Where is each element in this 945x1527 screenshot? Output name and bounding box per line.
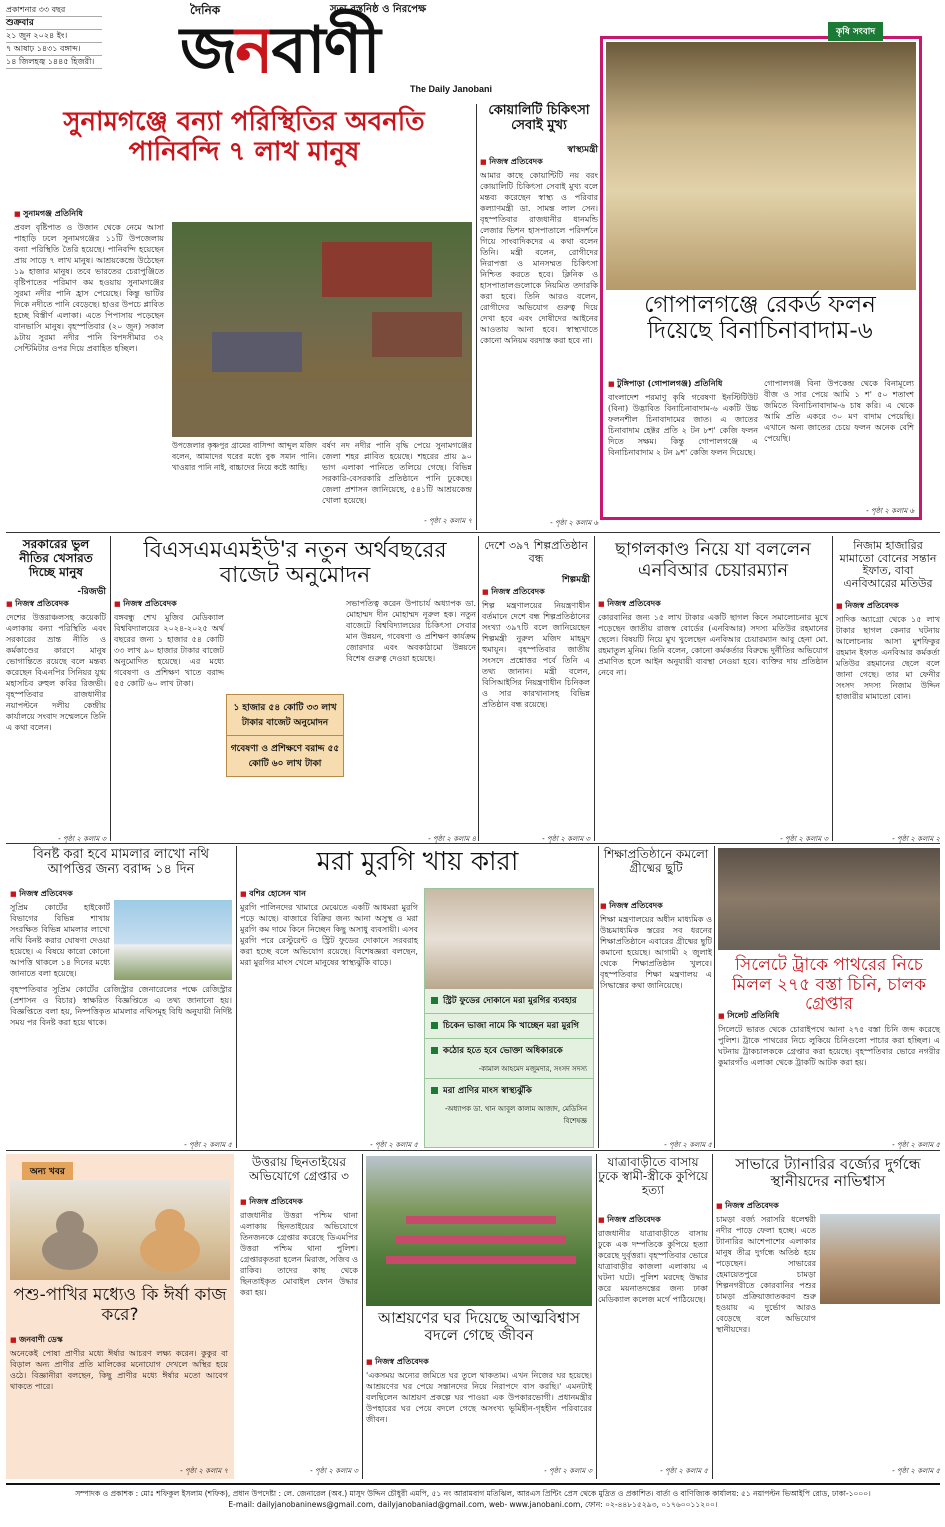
- jatrabari-continued[interactable]: - পৃষ্ঠা ২ কলাম ৫: [660, 1467, 708, 1475]
- policy-subhead: -রিজভী: [77, 587, 106, 597]
- factory-subhead: শিল্পমন্ত্রী: [561, 575, 590, 585]
- lead-photo-caption: উপজেলার কৃষ্ণপুর গ্রামের বাসিন্দা আব্দুল মজিদ বলেন, আমাদের ঘরের মধ্যে বুক সমান পানি। খাওয়ার পানি নাই, বাচ্চাদের নিয়ে কষ্টে আছি।: [172, 441, 317, 472]
- tannery-continued[interactable]: - পৃষ্ঠা ২ কলাম ৫: [892, 1467, 940, 1475]
- lead-byline: ■ সুনামগঞ্জ প্রতিনিধি: [14, 208, 164, 221]
- files-headline-line-1: বিনষ্ট করা হবে মামলার লাখো নথি: [32, 847, 210, 862]
- budget-headline-line-1: বিএসএমএমইউ'র নতুন অর্থবছরের: [143, 538, 447, 563]
- logo-part-2: ন: [235, 14, 272, 88]
- footer-line-1: সম্পাদক ও প্রকাশক : মোঃ শফিকুল ইসলাম (শফিক), প্রধান উপদেষ্টা : লে. জেনারেল (অব.) মাসুদ উদ্দিন চৌধুরী এমপি, ৫১ নং আরামবাগ মতিঝিল, আরএস প্রিন্টিং প্রেস থেকে মুদ্রিত ও প্রকাশিত। বার্তা ও বাণিজ্যিক কার্যালয়: ৫১ নয়াপল্টন ভিআইপি রোড, ঢাকা-১০০০।: [75, 1489, 871, 1498]
- footer-line-2[interactable]: E-mail: dailyjanobaninews@gmail.com, dailyjanobaniad@gmail.com, web- www.janobani.com, ফোন: ০২-৪৪৮১৫২৯৩, ০১৭৬০০১১২০০।: [228, 1500, 718, 1509]
- agri-body-left: বাংলাদেশ পরমাণু কৃষি গবেষণা ইনস্টিটিউট (বিনা) উদ্ভাবিত বিনাচিনাবাদাম-৬ একটি উচ্চ ফলনশীল চিনাবাদামের জাত। এ জাতের চিনাবাদাম হেক্টর প্রতি ২ টন ৮শ' কেজি ফলন দিতে সক্ষম। কিন্তু গোপালগঞ্জে এ বিনাচিনাবাদাম ২ টন ৯শ' কেজি ফলন দিয়েছে।: [608, 393, 758, 457]
- budget-highlight-2: গবেষণা ও প্রশিক্ষণে বরাদ্দ ৫৫ কোটি ৬০ লাখ টাকা: [230, 744, 340, 769]
- policy-body: দেশের উত্তরাঞ্চলসহ কয়েকটি এলাকায় বন্যা পরিস্থিতি এবং সরকারের ভ্রান্ত নীতি ও কর্মকাণ্ডের কারণে মানুষ ভোগান্তিতে রয়েছে বলে মন্তব্য করেছেন বিএনপির সিনিয়র যুগ্ম মহাসচিব রুহুল কবির রিজভী। বৃহস্পতিবার রাজধানীর নয়াপল্টনে দলীয় কেন্দ্রীয় কার্যালয়ে সংবাদ সম্মেলনে তিনি এ কথা বলেন।: [6, 613, 106, 732]
- logo-part-3: বাণী: [271, 14, 379, 88]
- factory-headline[interactable]: দেশে ৩৯৭ শিল্পপ্রতিষ্ঠান বন্ধ: [484, 539, 588, 565]
- dead-chicken-photo: [425, 889, 593, 989]
- sugar-headline[interactable]: সিলেটে ট্রাকে পাথরের নিচে মিলল ২৭৫ বস্তা চিনি, চালক গ্রেপ্তার: [731, 955, 927, 1015]
- nizam-byline: ■ নিজস্ব প্রতিবেদক: [836, 600, 940, 613]
- agri-byline: ■ টুঙ্গিপাড়া (গোপালগঞ্জ) প্রতিনিধি: [608, 378, 808, 391]
- daily-label: দৈনিক: [190, 3, 221, 17]
- policy-byline: ■ নিজস্ব প্রতিবেদক: [6, 598, 106, 611]
- tannery-headline-line-2: স্থানীয়দের নাভিশ্বাস: [770, 1172, 886, 1191]
- shelter-continued[interactable]: - পৃষ্ঠা ২ কলাম ৩: [544, 1467, 592, 1475]
- other-news-tag: অন্য খবর: [22, 1162, 73, 1181]
- uttara-byline: ■ নিজস্ব প্রতিবেদক: [240, 1196, 358, 1209]
- goat-headline-line-2: এনবিআর চেয়ারম্যান: [637, 559, 789, 581]
- publication-years: প্রকাশনার ৩৩ বছর: [6, 4, 102, 17]
- flood-photo-illustration: [172, 222, 472, 437]
- sugar-continued[interactable]: - পৃষ্ঠা ২ কলাম ৫: [892, 1141, 940, 1149]
- budget-body-1: বঙ্গবন্ধু শেখ মুজিব মেডিক্যাল বিশ্ববিদ্যালয়ের ২০২৪-২০২৫ অর্থ বছরের জন্য ১ হাজার ৫৪ কোটি ৩৩ লাখ ৯০ হাজার টাকার বাজেট অনুমোদিত হয়েছে। এর মধ্যে গবেষণা ও প্রশিক্ষণ খাতে বরাদ্দ ৫৫ কোটি ৬০ লাখ টাকা।: [114, 613, 224, 688]
- factory-byline: ■ নিজস্ব প্রতিবেদক: [482, 586, 590, 599]
- logo-part-1: জ: [180, 14, 236, 88]
- shelter-headline[interactable]: [366, 1310, 592, 1345]
- uttara-continued[interactable]: - পৃষ্ঠা ২ কলাম ৩: [310, 1467, 358, 1475]
- uttara-body: রাজধানীর উত্তরা পশ্চিম থানা এলাকায় ছিনতাইয়ের অভিযোগে তিনজনকে গ্রেপ্তার করেছে ডিএমপির উত্তরা পশ্চিম থানা পুলিশ। গ্রেপ্তারকৃতরা হলেন মিরাজ, সজিব ও রাকিব। তাদের কাছ থেকে ছিনতাইকৃত মোবাইল ফোন উদ্ধার করা হয়।: [240, 1211, 358, 1297]
- health-continued[interactable]: - পৃষ্ঠা ২ কলাম ৬: [550, 519, 598, 527]
- shelter-byline: ■ নিজস্ব প্রতিবেদক: [366, 1356, 592, 1369]
- chicken-quote-2: -অধ্যাপক ডা. খান আবুল কালাম আজাদ, মেডিসিন বিশেষজ্ঞ: [444, 1105, 587, 1125]
- tannery-byline: ■ নিজস্ব প্রতিবেদক: [716, 1200, 866, 1213]
- goat-continued[interactable]: - পৃষ্ঠা ২ কলাম ৩: [780, 835, 828, 843]
- truck-stone-photo: [718, 848, 940, 950]
- nizam-body: সাদিক অ্যাগ্রো থেকে ১৫ লাখ টাকার ছাগল কেনার ঘটনায় আলোচনায় আসা মুশফিকুর রহমান ইফাত এনবিআর কর্মকর্তা মতিউর রহমানের ছেলে বলে জানা গেছে। তার মা ফেনীর সংসদ সদস্য নিজাম উদ্দিন হাজারীর মামাতো বোন।: [836, 615, 940, 701]
- budget-continued[interactable]: - পৃষ্ঠা ২ কলাম ৪: [428, 835, 476, 843]
- shelter-aerial-photo: [366, 1156, 592, 1306]
- chicken-bullet-1: স্ট্রিট ফুডের দোকানে মরা মুরগির ব্যবহার: [425, 989, 593, 1014]
- leave-byline: ■ নিজস্ব প্রতিবেদক: [600, 900, 712, 913]
- lead-body-1: প্রবল বৃষ্টিপাত ও উজান থেকে নেমে আসা পাহাড়ি ঢলে সুনামগঞ্জের ১১টি উপজেলায় বন্যা পরিস্থিতি তৈরি হয়েছে। পানিবন্দি হয়েছেন প্রায় সাড়ে ৭ লাখ মানুষ। আশ্রয়কেন্দ্রে উঠেছেন ১৯ হাজার মানুষ। তবে ভারতের চেরাপুঞ্জিতে বৃষ্টিপাতের পরিমাণ কম হওয়ায় সুনামগঞ্জের সুরমা নদীর পানি হ্রাস পেয়েছে। কিন্তু ভাটির দিকে নদীতে পানি বেড়েছে। হাওর উপচে প্লাবিত হচ্ছে বিস্তীর্ণ এলাকা। এতে পিপাসায় পড়েছেন বানভাসি মানুষ। বৃহস্পতিবার (২০ জুন) সকাল ৯টায় সুরমা নদীর পানি বিপদসীমার ৩২ সেন্টিমিটার ওপর দিয়ে প্রবাহিত হচ্ছিল।: [14, 223, 164, 353]
- lead-headline-line-1: সুনামগঞ্জে বন্যা পরিস্থিতির অবনতি: [63, 107, 425, 137]
- other-news-byline: ■ জনবাণী ডেস্ক: [10, 1334, 160, 1347]
- uttara-headline[interactable]: উত্তরায় ছিনতাইয়ের অভিযোগে গ্রেপ্তার ৩: [249, 1155, 349, 1183]
- chicken-bullet-3: কঠোর হতে হবে ভোক্তা অধিকারকে: [425, 1039, 593, 1063]
- policy-continued[interactable]: - পৃষ্ঠা ২ কলাম ৩: [58, 835, 106, 843]
- sugar-body: সিলেটে ভারত থেকে চোরাইপথে আনা ২৭৫ বস্তা চিনি জব্দ করেছে পুলিশ। ট্রাকে পাথরের নিচে লুকিয়ে চিনিগুলো পাচার করা হচ্ছিল। এ ঘটনায় ট্রাকচালককে গ্রেপ্তার করা হয়েছে। বৃহস্পতিবার ভোরে নগরীর কুমারগাঁও এলাকা থেকে ট্রাকটি আটক করা হয়।: [718, 1025, 940, 1067]
- chicken-quote-1: -কামাল আহমেদ মজুমদার, সংসদ সদস্য: [425, 1063, 593, 1079]
- leave-continued[interactable]: - পৃষ্ঠা ২ কলাম ৫: [664, 1141, 712, 1149]
- files-headline[interactable]: [10, 848, 232, 878]
- nizam-continued[interactable]: - পৃষ্ঠা ২ কলাম ২: [892, 835, 940, 843]
- lead-flood-photo: [172, 222, 472, 437]
- cats-photo: [10, 1180, 230, 1280]
- shelter-body: 'একসময় অন্যের জমিতে ঘর তুলে থাকতাম। এখন নিজের ঘর হয়েছে। আশ্রয়ণের ঘর পেয়ে সন্তানদের নিয়ে নিরাপদে বাস করছি।' এমনটাই বলছিলেন আশ্রয়ণ প্রকল্পে ঘর পাওয়া এক উপকারভোগী। প্রধানমন্ত্রীর উপহারের ঘর পেয়ে বদলে গেছে অসংখ্য ভূমিহীন-গৃহহীন পরিবারের জীবন।: [366, 1371, 592, 1424]
- agri-continued[interactable]: - পৃষ্ঠা ২ কলাম ৬: [866, 507, 914, 515]
- chicken-body: মুরগি পালিনদের খামারে মেঝেতে একটি আধমরা মুরগি পড়ে আছে। বাজারে বিক্রির জন্য আনা অসুস্থ ও মরা মুরগি কম দামে কিনে নিচ্ছেন কিছু অসাধু ব্যবসায়ী। এসব মুরগি পরে রেস্টুরেন্ট ও স্ট্রিট ফুডের দোকানে সরবরাহ করা হচ্ছে বলে অভিযোগ রয়েছে। বিশেষজ্ঞরা বলছেন, মরা মুরগির মাংস খেলে মানুষের স্বাস্থ্যঝুঁকি বাড়ে।: [240, 903, 418, 967]
- leave-body: শিক্ষা মন্ত্রণালয়ের অধীন মাধ্যমিক ও উচ্চমাধ্যমিক স্তরের সব ধরনের শিক্ষাপ্রতিষ্ঠানে এবারের গ্রীষ্মের ছুটি কমানো হয়েছে। আগামী ২ জুলাই থেকে শিক্ষাপ্রতিষ্ঠান খুলবে। বৃহস্পতিবার শিক্ষা মন্ত্রণালয় এ সিদ্ধান্তের কথা জানিয়েছে।: [600, 915, 712, 990]
- footer-imprint: [6, 1488, 940, 1522]
- budget-highlight-1: ১ হাজার ৫৪ কোটি ৩৩ লাখ টাকার বাজেট অনুমোদন: [227, 695, 343, 736]
- budget-headline[interactable]: [114, 538, 476, 589]
- nizam-headline[interactable]: নিজাম হাজারির মামাতো বোনের সন্তান ইফাত, বাবা এনবিআরের মতিউর: [839, 539, 937, 590]
- chicken-sidebar: [424, 888, 594, 1148]
- chicken-headline[interactable]: মরা মুরগি খায় কারা: [316, 847, 519, 877]
- health-body: আমার কাছে কোয়ান্টিটি নয় বরং কোয়ালিটি চিকিৎসা সেবাই মুখ্য বলে মন্তব্য করেছেন স্বাস্থ্য ও পরিবার কল্যাণমন্ত্রী ডা. সামন্ত লাল সেন। বৃহস্পতিবার রাজধানীর ধানমন্ডি লেজার ভিশন হাসপাতালে পরিদর্শনে গিয়ে সাংবাদিকদের এ কথা বলেন তিনি। মন্ত্রী বলেন, রোগীদের নিরাপত্তা ও মানসম্মত চিকিৎসা নিশ্চিত করতে হবে। ক্লিনিক ও হাসপাতালগুলোকে নিয়মিত তদারকি করা হবে। তিনি আরও বলেন, রোগীদের অভিযোগ গুরুত্ব দিয়ে দেখা হবে এবং দোষীদের আইনের আওতায় আনা হবে। স্বাস্থ্যখাতে কোনো অনিয়ম বরদাস্ত করা হবে না।: [480, 171, 598, 345]
- date-hijri: ১৪ জিলহজ্ব ১৪৪৫ হিজরী।: [6, 56, 102, 69]
- files-body-2: বৃহস্পতিবার সুপ্রিম কোর্টের রেজিস্ট্রার জেনারেলের পক্ষে রেজিস্ট্রার (প্রশাসন ও বিচার) স্বাক্ষরিত বিজ্ঞপ্তিতে এ তথ্য জানানো হয়। বিজ্ঞপ্তিতে বলা হয়, নিষ্পত্তিকৃত মামলার নথিসমূহ বিধি অনুযায়ী নির্দিষ্ট সময় পর বিনষ্ট করা হয়ে থাকে।: [10, 985, 232, 1027]
- logo-english: The Daily Janobani: [410, 84, 493, 94]
- files-headline-line-2: আপত্তির জন্য বরাদ্দ ১৪ দিন: [47, 861, 195, 877]
- goat-byline: ■ নিজস্ব প্রতিবেদক: [598, 598, 828, 611]
- lead-continued[interactable]: - পৃষ্ঠা ২ কলাম ৭: [424, 517, 472, 525]
- lead-headline[interactable]: [14, 108, 474, 168]
- masthead-meta: [6, 4, 102, 68]
- sugar-byline: ■ সিলেট প্রতিনিধি: [718, 1010, 868, 1023]
- agri-body-right: গোপালগঞ্জ বিনা উপকেন্দ্র থেকে বিনামূল্যে বীজ ও সার পেয়ে আমি ১ শ' ৫০ শতাংশ জমিতে বিনাচিনাবাদাম-৬ চাষ করি। এ থেকে আমি প্রতি একরে ৩০ মণ বাদাম পেয়েছি। এখানে অন্য জাতের চেয়ে ফলন অনেক বেশি পেয়েছি।: [764, 379, 914, 443]
- other-news-headline[interactable]: পশু-পাখির মধ্যেও কি ঈর্ষা কাজ করে?: [13, 1285, 227, 1325]
- logo-wordmark: [180, 16, 379, 86]
- tannery-headline-line-1: সাভারে ট্যানারির বর্জ্যের দুর্গন্ধে: [735, 1155, 921, 1173]
- weekday: শুক্রবার: [6, 17, 102, 30]
- masthead-logo[interactable]: [130, 2, 600, 98]
- date-bangla: ৭ আষাঢ় ১৪৩১ বঙ্গাব্দ।: [6, 43, 102, 56]
- other-news-continued[interactable]: - পৃষ্ঠা ২ কলাম ৭: [180, 1467, 228, 1475]
- slogan: সত্য বস্তুনিষ্ঠ ও নিরপেক্ষ: [330, 4, 427, 15]
- budget-headline-line-2: বাজেট অনুমোদন: [219, 563, 371, 589]
- factory-continued[interactable]: - পৃষ্ঠা ২ কলাম ৩: [542, 835, 590, 843]
- health-subhead: স্বাস্থ্যমন্ত্রী: [567, 145, 598, 155]
- jatrabari-body: রাজধানীর যাত্রাবাড়ীতে বাসায় ঢুকে এক দম্পতিকে কুপিয়ে হত্যা করেছে দুর্বৃত্তরা। বৃহস্পতিবার ভোরে যাত্রাবাড়ীর কাজলা এলাকায় এ ঘটনা ঘটে। পুলিশ মরদেহ উদ্ধার করে ময়নাতদন্তের জন্য ঢাকা মেডিক্যাল কলেজ মর্গে পাঠিয়েছে।: [598, 1229, 708, 1304]
- files-continued[interactable]: - পৃষ্ঠা ২ কলাম ৫: [184, 1141, 232, 1149]
- chicken-byline: ■ বশির হোসেন খান: [240, 888, 420, 901]
- jatrabari-headline[interactable]: যাত্রাবাড়ীতে বাসায় ঢুকে স্বামী-স্ত্রীকে কুপিয়ে হত্যা: [598, 1155, 708, 1197]
- health-byline: ■ নিজস্ব প্রতিবেদক: [480, 156, 598, 169]
- lead-body-2: বর্ষণ নদ নদীর পানি বৃদ্ধি পেয়ে সুনামগঞ্জের জেলা শহর প্লাবিত হয়েছে। শহরের প্রায় ৯০ ভাগ এলাকা পানিতে তলিয়ে গেছে। বিভিন্ন সরকারি-বেসরকারি প্রতিষ্ঠানে পানি ঢুকেছে। জেলা প্রশাসন জানিয়েছে, ৫৪১টি আশ্রয়কেন্দ্র খোলা হয়েছে।: [322, 441, 472, 505]
- chicken-continued[interactable]: - পৃষ্ঠা ২ কলাম ৫: [370, 1141, 418, 1149]
- budget-byline: ■ নিজস্ব প্রতিবেদক: [114, 598, 284, 611]
- goat-body: কোরবানির জন্য ১৫ লাখ টাকার একটি ছাগল কিনে সমালোচনার মুখে পড়েছেন জাতীয় রাজস্ব বোর্ডের (এনবিআর) সদস্য মতিউর রহমানের ছেলে। বিষয়টি নিয়ে মুখ খুলেছেন এনবিআর চেয়ারম্যান আবু হেনা মো. রহমাতুল মুনিম। তিনি বলেন, কোনো কর্মকর্তার বিরুদ্ধে দুর্নীতির অভিযোগ প্রমাণিত হলে আইন অনুযায়ী ব্যবস্থা নেওয়া হবে। ব্যক্তির দায় প্রতিষ্ঠান নেবে না।: [598, 613, 828, 677]
- supreme-court-photo: [114, 900, 232, 980]
- other-news-body: অনেকেই পোষা প্রাণীর মধ্যে ঈর্ষার আচরণ লক্ষ্য করেন। কুকুর বা বিড়াল অন্য প্রাণীর প্রতি মালিকের মনোযোগ দেখলে অস্থির হয়ে ওঠে। বিজ্ঞানীরা বলছেন, কিছু প্রাণীর মধ্যে ঈর্ষার মতো আবেগ থাকতে পারে।: [10, 1349, 228, 1391]
- files-byline: ■ নিজস্ব প্রতিবেদক: [10, 888, 120, 901]
- factory-body: শিল্প মন্ত্রণালয়ের নিয়ন্ত্রণাধীন বর্তমানে দেশে বন্ধ শিল্পপ্রতিষ্ঠানের সংখ্যা ৩৯৭টি বলে জানিয়েছেন শিল্পমন্ত্রী নুরুল মজিদ মাহমুদ হুমায়ূন। বৃহস্পতিবার জাতীয় সংসদে প্রশ্নোত্তর পর্বে তিনি এ তথ্য জানান। মন্ত্রী বলেন, বিসিআইসির নিয়ন্ত্রণাধীন চিনিকল ও সার কারখানাসহ বিভিন্ন প্রতিষ্ঠান বন্ধ রয়েছে।: [482, 601, 590, 709]
- goat-headline-line-1: ছাগলকাণ্ড নিয়ে যা বললেন: [615, 539, 811, 560]
- shelter-headline-line-2: বদলে গেছে জীবন: [424, 1326, 534, 1345]
- agri-tag: কৃষি সংবাদ: [828, 22, 883, 41]
- budget-body-2: সভাপতিত্ব করেন উপাচার্য অধ্যাপক ডা. মোহাম্মদ দীন মোহাম্মদ নূরুল হক। নতুন বাজেটে বিশ্ববিদ্যালয়ের চিকিৎসা সেবার মান উন্নয়ন, গবেষণা ও প্রশিক্ষণ কার্যক্রম জোরদার এবং অবকাঠামো উন্নয়নে বিশেষ গুরুত্ব দেওয়া হয়েছে।: [346, 599, 476, 663]
- budget-highlight-box: [226, 694, 344, 777]
- jatrabari-byline: ■ নিজস্ব প্রতিবেদক: [598, 1214, 708, 1227]
- tannery-headline[interactable]: [716, 1156, 940, 1191]
- leave-headline[interactable]: শিক্ষাপ্রতিষ্ঠানে কমলো গ্রীষ্মের ছুটি: [603, 847, 709, 875]
- date-english: ২১ জুন ২০২৪ ইং।: [6, 30, 102, 43]
- tannery-photo: [820, 1214, 940, 1304]
- agri-peanut-photo: [606, 42, 916, 290]
- goat-headline[interactable]: [598, 540, 828, 581]
- policy-headline[interactable]: সরকারের ভুল নীতির খেসারত দিচ্ছে মানুষ: [19, 537, 93, 579]
- files-body-1: সুপ্রিম কোর্টের হাইকোর্ট বিভাগের বিভিন্ন শাখায় সংরক্ষিত বিভিন্ন মামলার লাখো নথি বিনষ্ট করার ঘোষণা দেওয়া হয়েছে। এ বিষয়ে কারো কোনো আপত্তি থাকলে ১৪ দিনের মধ্যে জানাতে বলা হয়েছে।: [10, 903, 110, 978]
- shelter-illustration: [366, 1156, 592, 1306]
- lead-headline-line-2: পানিবন্দি ৭ লাখ মানুষ: [128, 136, 360, 167]
- agri-headline[interactable]: গোপালগঞ্জে রেকর্ড ফলন দিয়েছে বিনাচিনাবাদাম-৬: [644, 292, 876, 345]
- chicken-bullet-4: মরা প্রাণির মাংস স্বাস্থ্যঝুঁকি: [425, 1079, 593, 1103]
- cats-illustration: [10, 1180, 230, 1280]
- chicken-bullet-2: চিকেন ভাজা নামে কি খাচ্ছেন মরা মুরগি: [425, 1014, 593, 1039]
- shelter-headline-line-1: আশ্রয়ণের ঘর দিয়েছে আত্মবিশ্বাস: [378, 1309, 580, 1327]
- tannery-body: চামড়া বর্জ্য সরাসরি ধলেশ্বরী নদীর পাড়ে ফেলা হচ্ছে। এতে ট্যানারির আশেপাশের এলাকার মানুষ তীব্র দুর্গন্ধে অতিষ্ঠ হয়ে পড়েছেন। সাভারের হেমায়েতপুরে চামড়া শিল্পনগরীতে কোরবানির পশুর চামড়া প্রক্রিয়াজাতকরণ শুরু হওয়ায় এ দুর্ভোগ আরও বেড়েছে বলে অভিযোগ স্থানীয়দের।: [716, 1215, 816, 1334]
- health-headline[interactable]: কোয়ালিটি চিকিৎসা সেবাই মুখ্য: [488, 103, 590, 133]
